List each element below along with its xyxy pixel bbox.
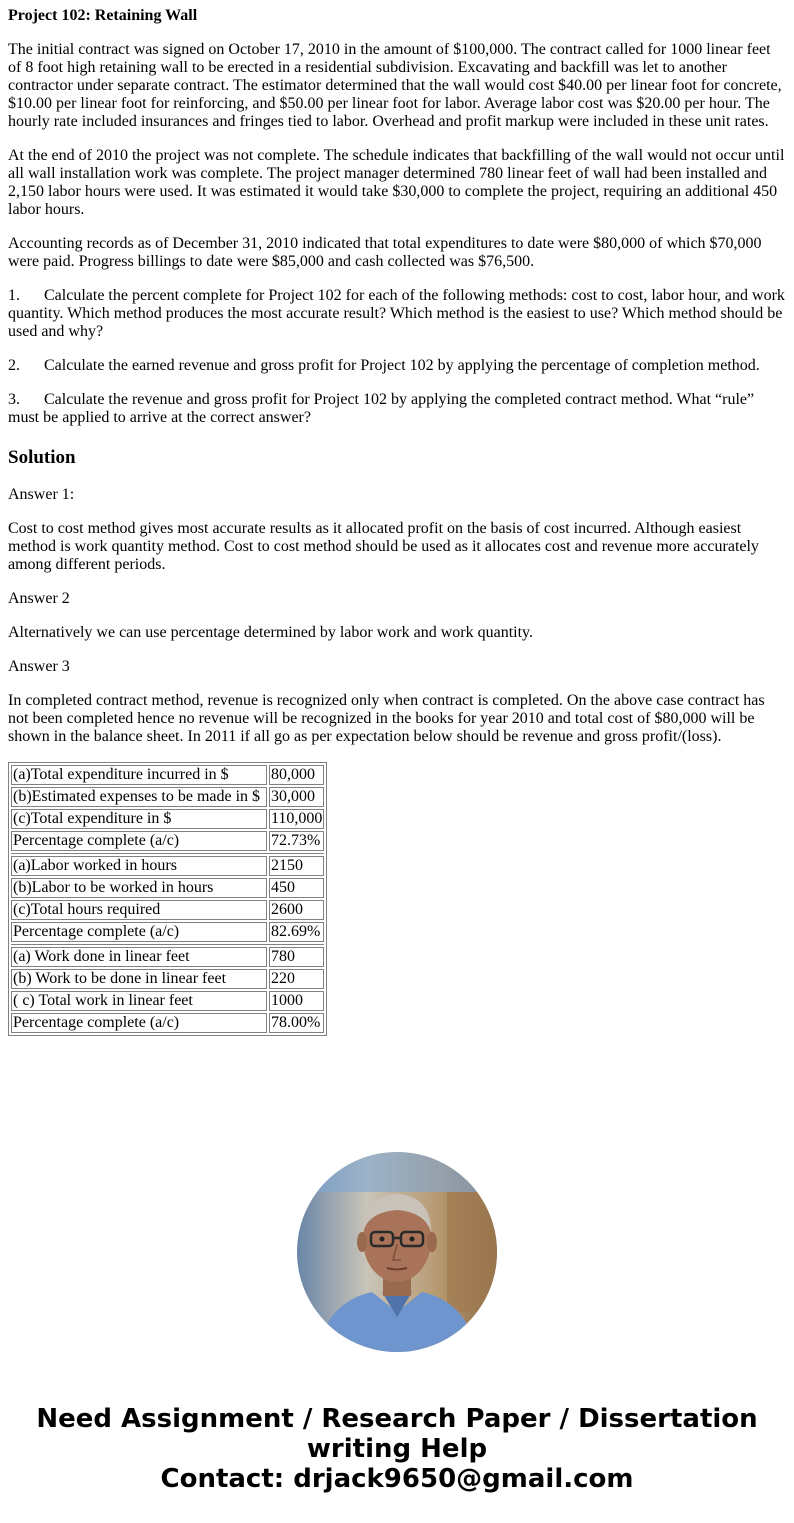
table-row xyxy=(11,765,324,785)
table-cell-value: 450 xyxy=(269,878,324,898)
question-text: Calculate the revenue and gross profit for Project 102 by applying the completed contract method. What “rule” must be applied to arrive at the correct answer? xyxy=(8,391,755,426)
intro-paragraph-3: Accounting records as of December 31, 2010 indicated that total expenditures to date were $80,000 of which $70,000 were paid. Progress billings to date were $85,000 and cash collected was $76,500. xyxy=(8,235,762,270)
table-cell-value: 2150 xyxy=(269,856,324,876)
table-row xyxy=(11,922,324,942)
table-cell-value: 82.69% xyxy=(269,922,324,942)
table-cell-value: 30,000 xyxy=(269,787,324,807)
table-cell-label: Percentage complete (a/c) xyxy=(11,831,267,851)
table-cell-label: (b)Labor to be worked in hours xyxy=(11,878,267,898)
table-cell-label: Percentage complete (a/c) xyxy=(11,1013,267,1033)
table-cell-value: 1000 xyxy=(269,991,324,1011)
question-text: Calculate the percent complete for Project 102 for each of the following methods: cost to cost, labor hour, and work quantity. Which method produces the most accurate result? Which method is the easiest to use? Which method should be used and why? xyxy=(8,287,785,340)
banner-line-1: Need Assignment / Research Paper / Dissertation xyxy=(36,1404,758,1434)
table-cell-label: (a)Labor worked in hours xyxy=(11,856,267,876)
answer-2-text: Alternatively we can use percentage determined by labor work and work quantity. xyxy=(8,624,533,641)
solution-heading: Solution xyxy=(8,447,76,468)
answer-3-label: Answer 3 xyxy=(8,658,70,675)
table-cell-label: (b) Work to be done in linear feet xyxy=(11,969,267,989)
document-title: Project 102: Retaining Wall xyxy=(8,7,198,24)
table-cell-value: 78.00% xyxy=(269,1013,324,1033)
table-cell-label: (b)Estimated expenses to be made in $ xyxy=(11,787,267,807)
table-separator-cell xyxy=(11,853,324,854)
table-cell-label: (c)Total hours required xyxy=(11,900,267,920)
author-avatar xyxy=(297,1152,497,1352)
table-cell-label: ( c) Total work in linear feet xyxy=(11,991,267,1011)
contact-banner xyxy=(0,1404,794,1494)
table-cell-value: 110,000 xyxy=(271,810,323,827)
answer-1-label: Answer 1: xyxy=(8,486,75,503)
question-3 xyxy=(8,391,786,427)
answer-1-text: Cost to cost method gives most accurate results as it allocated profit on the basis of cost incurred. Although easiest method is work quantity method. Cost to cost method should be used as it allocates cost and revenue more accurately among different periods. xyxy=(8,520,759,573)
question-2 xyxy=(8,357,786,375)
question-text: Calculate the earned revenue and gross profit for Project 102 by applying the percentage of completion method. xyxy=(44,357,760,374)
answer-2-label: Answer 2 xyxy=(8,590,70,607)
question-1 xyxy=(8,287,786,341)
question-number: 2. xyxy=(8,357,20,374)
table-row xyxy=(11,991,324,1011)
table-row xyxy=(11,1013,324,1033)
table-row xyxy=(11,856,324,876)
table-cell-value: 220 xyxy=(269,969,324,989)
intro-paragraph-2: At the end of 2010 the project was not complete. The schedule indicates that backfilling of the wall would not occur until all wall installation work was complete. The project manager determined 780 linear feet of wall had been installed and 2,150 labor hours were used. It was estimated it would take $30,000 to complete the project, requiring an additional 450 labor hours. xyxy=(8,147,785,218)
table-row xyxy=(11,831,324,851)
table-cell-value: 2600 xyxy=(269,900,324,920)
table-cell-value: 780 xyxy=(269,947,324,967)
table-cell-value: 72.73% xyxy=(269,831,324,851)
table-cell-label: (c)Total expenditure in $ xyxy=(11,809,267,829)
table-cell-label: (a) Work done in linear feet xyxy=(11,947,267,967)
question-number: 3. xyxy=(8,391,20,408)
person-portrait-icon xyxy=(297,1152,497,1352)
table-row xyxy=(11,878,324,898)
table-separator xyxy=(11,944,324,945)
table-row xyxy=(11,969,324,989)
table-cell-value: 80,000 xyxy=(269,765,324,785)
document-content xyxy=(8,7,786,1036)
answer-3-text: In completed contract method, revenue is recognized only when contract is completed. On the above case contract has not been completed hence no revenue will be recognized in the books for year 2010 and total cost of $80,000 will be shown in the balance sheet. In 2011 if all go as per expectation below should be revenue and gross profit/(loss). xyxy=(8,692,765,745)
question-number: 1. xyxy=(8,287,20,304)
table-separator xyxy=(11,853,324,854)
table-cell-label: (a)Total expenditure incurred in $ xyxy=(11,765,267,785)
table-row xyxy=(11,809,324,829)
intro-paragraph-1: The initial contract was signed on October 17, 2010 in the amount of $100,000. The contract called for 1000 linear feet of 8 foot high retaining wall to be erected in a residential subdivision. Excavating and backfill was let to another contractor under separate contract. The estimator determined that the wall would cost $40.00 per linear foot for concrete, $10.00 per linear foot for reinforcing, and $50.00 per linear foot for labor. Average labor cost was $20.00 per hour. The hourly rate included insurances and fringes tied to labor. Overhead and profit markup were included in these unit rates. xyxy=(8,41,782,130)
table-row xyxy=(11,787,324,807)
banner-line-2: writing Help xyxy=(306,1434,488,1464)
table-cell-label: Percentage complete (a/c) xyxy=(11,922,267,942)
table-separator-cell xyxy=(11,944,324,945)
table-row xyxy=(11,900,324,920)
percent-complete-table xyxy=(8,762,327,1036)
table-row xyxy=(11,947,324,967)
contact-email: Contact: drjack9650@gmail.com xyxy=(160,1464,634,1494)
